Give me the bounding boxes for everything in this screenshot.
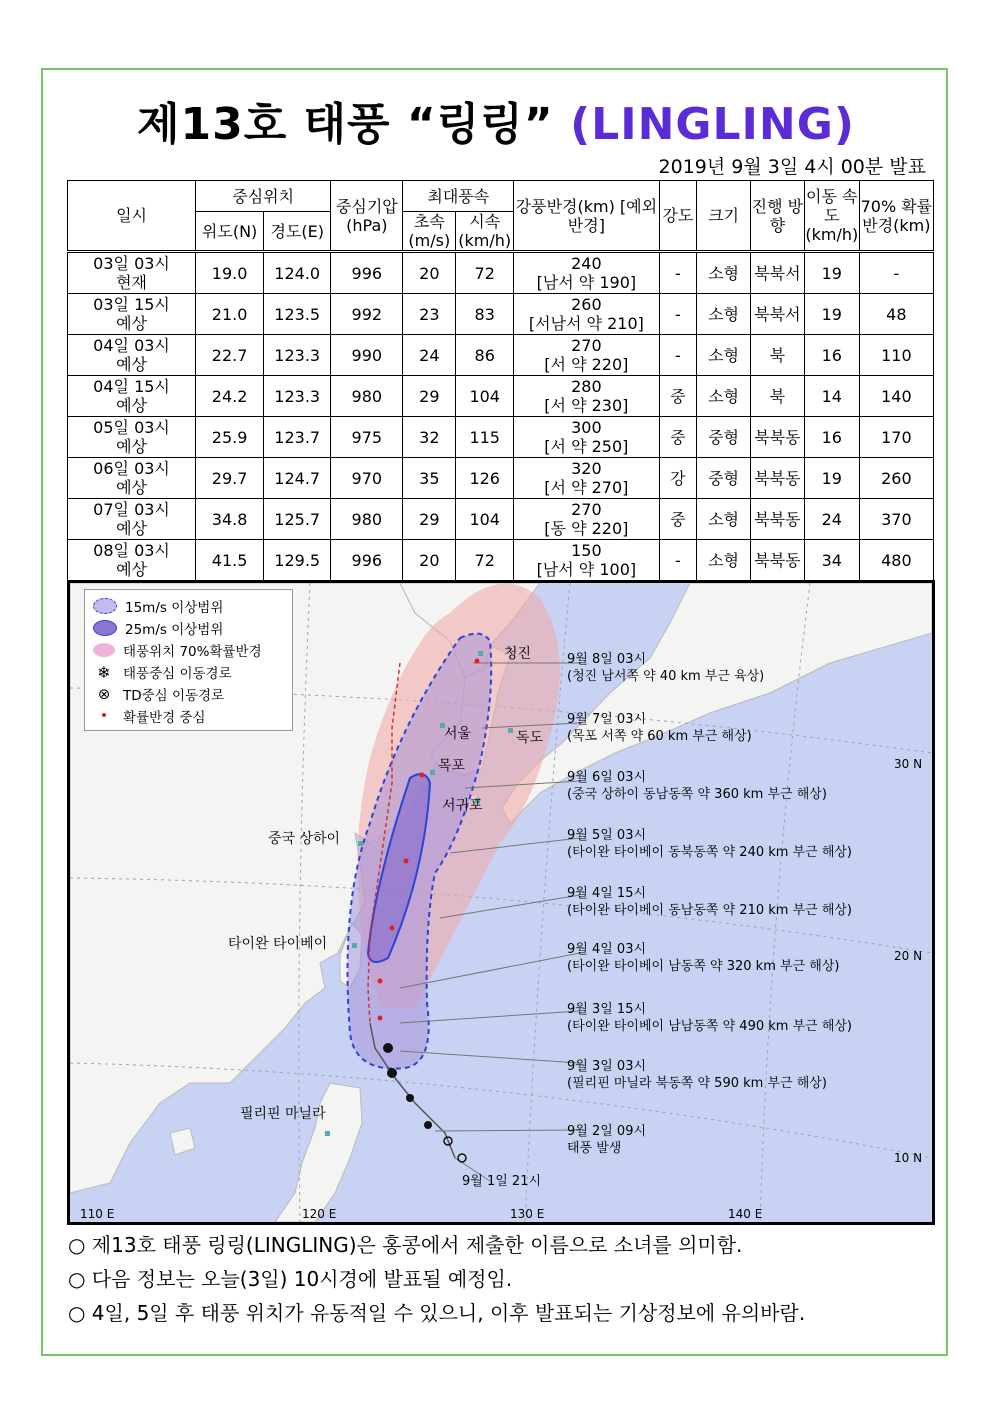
place-label-seogwipo: 서귀포 bbox=[442, 798, 483, 814]
legend-item bbox=[93, 618, 223, 638]
annotation-date: 9월 2일 09시 bbox=[567, 1124, 647, 1139]
track-annotation bbox=[567, 941, 839, 975]
place-label-shanghai: 중국 상하이 bbox=[268, 831, 341, 847]
notes bbox=[68, 1228, 805, 1330]
header-prob-radius: 70% 확률 반경(km) bbox=[859, 181, 933, 252]
table-row bbox=[68, 540, 934, 581]
axis-lat-10: 10 N bbox=[894, 1151, 923, 1165]
cell-ms: 20 bbox=[403, 252, 456, 294]
header-radius: 강풍반경(km) [예외반경] bbox=[514, 181, 659, 252]
cell-radius-exception: [남서 약 190] bbox=[536, 273, 637, 292]
cell-prob: 48 bbox=[859, 294, 933, 335]
cell-dir: 북북서 bbox=[750, 294, 804, 335]
cell-ms: 23 bbox=[403, 294, 456, 335]
cell-kmh: 72 bbox=[456, 540, 514, 581]
cell-prob: 170 bbox=[859, 417, 933, 458]
cell-spd: 19 bbox=[804, 294, 859, 335]
cell-datetime bbox=[68, 499, 196, 540]
cell-time: 07일 03시 bbox=[93, 500, 170, 519]
legend-item bbox=[93, 662, 232, 682]
cell-hpa: 980 bbox=[331, 499, 403, 540]
cell-radius-value: 320 bbox=[571, 459, 602, 478]
annotation-date: 9월 4일 03시 bbox=[567, 942, 647, 957]
cell-datetime bbox=[68, 335, 196, 376]
annotation-desc: (타이완 타이베이 남남동쪽 약 490 km 부근 해상) bbox=[567, 1019, 853, 1034]
table-row bbox=[68, 417, 934, 458]
cell-size: 소형 bbox=[697, 335, 751, 376]
header-center-position: 중심위치 bbox=[196, 181, 331, 212]
annotation-desc: (중국 상하이 동남동쪽 약 360 km 부근 해상) bbox=[567, 787, 827, 802]
track-annotation bbox=[567, 651, 764, 685]
annotation-desc: (목포 서쪽 약 60 km 부근 해상) bbox=[567, 729, 752, 744]
cell-hpa: 970 bbox=[331, 458, 403, 499]
cell-radius-value: 300 bbox=[571, 418, 602, 437]
land-hainan bbox=[170, 1128, 195, 1155]
cell-radius bbox=[514, 252, 659, 294]
cell-radius-exception: [동 약 220] bbox=[544, 519, 629, 538]
axis-lon-140: 140 E bbox=[728, 1207, 763, 1221]
cell-kind: 예상 bbox=[116, 519, 147, 538]
td-symbol-icon: ⊗ bbox=[97, 685, 111, 703]
cell-radius-exception: [서 약 250] bbox=[544, 437, 629, 456]
header-size: 크기 bbox=[697, 181, 751, 252]
legend-label: 태풍위치 70%확률반경 bbox=[123, 644, 262, 660]
cell-spd: 16 bbox=[804, 335, 859, 376]
cell-radius bbox=[514, 458, 659, 499]
annotation-date: 9월 3일 03시 bbox=[567, 1059, 647, 1074]
cell-lat: 34.8 bbox=[196, 499, 264, 540]
cell-hpa: 990 bbox=[331, 335, 403, 376]
cell-dir: 북북동 bbox=[750, 499, 804, 540]
note-3: ○ 4일, 5일 후 태풍 위치가 유동적일 수 있으니, 이후 발표되는 기상정보에 유의바람. bbox=[68, 1301, 806, 1325]
cell-lon: 123.7 bbox=[264, 417, 331, 458]
annotation-desc: (타이완 타이베이 동남동쪽 약 210 km 부근 해상) bbox=[567, 903, 853, 918]
track-annotation bbox=[567, 769, 827, 803]
cell-lon: 124.0 bbox=[264, 252, 331, 294]
header-intensity: 강도 bbox=[659, 181, 697, 252]
cell-prob: - bbox=[859, 252, 933, 294]
forecast-table bbox=[67, 180, 934, 581]
cell-kmh: 86 bbox=[456, 335, 514, 376]
cell-dir: 북북동 bbox=[750, 458, 804, 499]
track-annotation bbox=[567, 885, 852, 919]
cell-size: 중형 bbox=[697, 417, 751, 458]
header-pressure: 중심기압 (hPa) bbox=[331, 181, 403, 252]
cell-size: 소형 bbox=[697, 499, 751, 540]
typhoon-symbol-icon: ❄ bbox=[97, 662, 111, 682]
cell-datetime bbox=[68, 458, 196, 499]
table-row bbox=[68, 294, 934, 335]
table-row bbox=[68, 252, 934, 294]
cell-spd: 14 bbox=[804, 376, 859, 417]
note-2: ○ 다음 정보는 오늘(3일) 10시경에 발표될 예정임. bbox=[68, 1267, 513, 1291]
legend-label: 확률반경 중심 bbox=[123, 710, 206, 726]
cell-time: 06일 03시 bbox=[93, 459, 170, 478]
legend-item bbox=[93, 684, 224, 704]
track-annotation bbox=[567, 711, 752, 745]
cell-radius-exception: [서남서 약 210] bbox=[528, 314, 644, 333]
cell-kind: 예상 bbox=[116, 314, 147, 333]
wind-15-area-icon bbox=[93, 598, 117, 614]
cell-hpa: 980 bbox=[331, 376, 403, 417]
annotation-date: 9월 5일 03시 bbox=[567, 828, 647, 843]
cell-lat: 21.0 bbox=[196, 294, 264, 335]
annotation-date: 9월 1일 21시 bbox=[462, 1174, 542, 1189]
cell-size: 소형 bbox=[697, 294, 751, 335]
cell-int: - bbox=[659, 252, 697, 294]
cell-spd: 19 bbox=[804, 252, 859, 294]
legend-label: 25m/s 이상범위 bbox=[125, 622, 224, 638]
cell-kmh: 126 bbox=[456, 458, 514, 499]
cell-kind: 예상 bbox=[116, 437, 147, 456]
cell-dir: 북북서 bbox=[750, 252, 804, 294]
track-annotation bbox=[462, 1173, 541, 1190]
cell-prob: 110 bbox=[859, 335, 933, 376]
header-max-wind: 최대풍속 bbox=[403, 181, 514, 212]
cell-spd: 19 bbox=[804, 458, 859, 499]
cell-ms: 32 bbox=[403, 417, 456, 458]
cell-hpa: 992 bbox=[331, 294, 403, 335]
cell-datetime bbox=[68, 417, 196, 458]
cell-kmh: 115 bbox=[456, 417, 514, 458]
cell-radius-value: 280 bbox=[571, 377, 602, 396]
cell-time: 04일 03시 bbox=[93, 336, 170, 355]
header-speed: 이동 속도 (km/h) bbox=[804, 181, 859, 252]
table-row bbox=[68, 499, 934, 540]
table-row bbox=[68, 458, 934, 499]
cell-int: - bbox=[659, 294, 697, 335]
page-title bbox=[0, 88, 992, 152]
place-label-seoul: 서울 bbox=[444, 726, 472, 742]
cell-prob: 370 bbox=[859, 499, 933, 540]
cell-time: 08일 03시 bbox=[93, 541, 170, 560]
cell-lat: 25.9 bbox=[196, 417, 264, 458]
cell-kmh: 104 bbox=[456, 376, 514, 417]
legend-item bbox=[93, 596, 223, 616]
cell-radius bbox=[514, 376, 659, 417]
cell-lon: 123.3 bbox=[264, 335, 331, 376]
annotation-date: 9월 7일 03시 bbox=[567, 712, 647, 727]
cell-lat: 24.2 bbox=[196, 376, 264, 417]
place-label-taipei: 타이완 타이베이 bbox=[228, 936, 328, 952]
cell-radius-value: 260 bbox=[571, 295, 602, 314]
cell-time: 05일 03시 bbox=[93, 418, 170, 437]
cell-radius bbox=[514, 294, 659, 335]
annotation-date: 9월 3일 15시 bbox=[567, 1002, 647, 1017]
cell-int: - bbox=[659, 335, 697, 376]
cell-ms: 24 bbox=[403, 335, 456, 376]
cell-kind: 예상 bbox=[116, 478, 147, 497]
title-korean: 제13호 태풍 “링링” bbox=[137, 99, 554, 150]
place-label-dokdo: 독도 bbox=[516, 730, 544, 746]
header-wind-kmh: 시속 (km/h) bbox=[456, 212, 514, 252]
header-wind-ms: 초속 (m/s) bbox=[403, 212, 456, 252]
cell-radius-value: 150 bbox=[571, 541, 602, 560]
cell-radius-value: 270 bbox=[571, 336, 602, 355]
annotation-date: 9월 8일 03시 bbox=[567, 652, 647, 667]
legend-item bbox=[93, 640, 262, 660]
legend-label: TD중심 이동경로 bbox=[123, 688, 225, 704]
track-annotation bbox=[567, 1123, 646, 1157]
cell-int: 중 bbox=[659, 376, 697, 417]
cell-ms: 20 bbox=[403, 540, 456, 581]
annotation-desc: (타이완 타이베이 남동쪽 약 320 km 부근 해상) bbox=[567, 959, 840, 974]
cell-hpa: 996 bbox=[331, 252, 403, 294]
cell-hpa: 996 bbox=[331, 540, 403, 581]
track-annotation bbox=[567, 1058, 827, 1092]
typhoon-track-map bbox=[67, 580, 935, 1225]
issue-time: 2019년 9월 3일 4시 00분 발표 bbox=[658, 156, 926, 178]
cell-datetime bbox=[68, 294, 196, 335]
note-1: ○ 제13호 태풍 링링(LINGLING)은 홍콩에서 제출한 이름으로 소녀를 의미함. bbox=[68, 1233, 743, 1257]
cell-kmh: 83 bbox=[456, 294, 514, 335]
annotation-desc: (타이완 타이베이 동북동쪽 약 240 km 부근 해상) bbox=[567, 845, 853, 860]
place-label-chungjin: 청진 bbox=[504, 646, 532, 662]
cell-radius-exception: [서 약 220] bbox=[544, 355, 629, 374]
cell-radius-value: 240 bbox=[571, 254, 602, 273]
cell-lat: 41.5 bbox=[196, 540, 264, 581]
cell-int: 중 bbox=[659, 417, 697, 458]
cell-prob: 480 bbox=[859, 540, 933, 581]
axis-lon-110: 110 E bbox=[80, 1207, 115, 1221]
header-datetime: 일시 bbox=[68, 181, 196, 252]
track-annotation bbox=[567, 827, 852, 861]
cell-lon: 124.7 bbox=[264, 458, 331, 499]
table-row bbox=[68, 376, 934, 417]
cell-datetime bbox=[68, 376, 196, 417]
annotation-date: 9월 6일 03시 bbox=[567, 770, 647, 785]
legend-item bbox=[93, 706, 206, 726]
cell-lat: 22.7 bbox=[196, 335, 264, 376]
axis-lat-30: 30 N bbox=[894, 757, 923, 771]
cell-radius-exception: [서 약 270] bbox=[544, 478, 629, 497]
annotation-desc: (청진 남서쪽 약 40 km 부근 육상) bbox=[567, 669, 765, 684]
red-dot-icon: • bbox=[99, 708, 109, 724]
cell-kind: 예상 bbox=[116, 355, 147, 374]
cell-lon: 129.5 bbox=[264, 540, 331, 581]
header-lon: 경도(E) bbox=[264, 212, 331, 252]
header-lat: 위도(N) bbox=[196, 212, 264, 252]
cell-dir: 북 bbox=[750, 335, 804, 376]
cell-spd: 34 bbox=[804, 540, 859, 581]
cell-size: 중형 bbox=[697, 458, 751, 499]
cell-int: 중 bbox=[659, 499, 697, 540]
wind-25-area-icon bbox=[93, 620, 117, 636]
cell-lat: 29.7 bbox=[196, 458, 264, 499]
cell-prob: 260 bbox=[859, 458, 933, 499]
cell-dir: 북 bbox=[750, 376, 804, 417]
probability-area-icon bbox=[93, 643, 115, 657]
track-annotation bbox=[567, 1001, 852, 1035]
axis-lon-120: 120 E bbox=[302, 1207, 337, 1221]
cell-spd: 24 bbox=[804, 499, 859, 540]
cell-dir: 북북동 bbox=[750, 540, 804, 581]
cell-radius bbox=[514, 335, 659, 376]
cell-radius-exception: [서 약 230] bbox=[544, 396, 629, 415]
cell-size: 소형 bbox=[697, 252, 751, 294]
cell-kind: 예상 bbox=[116, 560, 147, 579]
table-row bbox=[68, 335, 934, 376]
cell-radius-exception: [남서 약 100] bbox=[536, 560, 637, 579]
cell-time: 04일 15시 bbox=[93, 377, 170, 396]
cell-kind: 현재 bbox=[116, 273, 147, 292]
map-legend bbox=[84, 589, 293, 731]
legend-label: 태풍중심 이동경로 bbox=[123, 666, 232, 682]
cell-lon: 123.3 bbox=[264, 376, 331, 417]
cell-datetime bbox=[68, 252, 196, 294]
cell-radius bbox=[514, 540, 659, 581]
cell-kind: 예상 bbox=[116, 396, 147, 415]
cell-ms: 29 bbox=[403, 499, 456, 540]
cell-lat: 19.0 bbox=[196, 252, 264, 294]
cell-time: 03일 15시 bbox=[93, 295, 170, 314]
annotation-desc: (필리핀 마닐라 북동쪽 약 590 km 부근 해상) bbox=[567, 1076, 827, 1091]
cell-prob: 140 bbox=[859, 376, 933, 417]
cell-spd: 16 bbox=[804, 417, 859, 458]
axis-lat-20: 20 N bbox=[894, 949, 923, 963]
cell-ms: 29 bbox=[403, 376, 456, 417]
header-direction: 진행 방향 bbox=[750, 181, 804, 252]
legend-label: 15m/s 이상범위 bbox=[125, 600, 224, 616]
title-english: (LINGLING) bbox=[570, 99, 855, 150]
place-label-manila: 필리핀 마닐라 bbox=[240, 1106, 326, 1122]
cell-radius bbox=[514, 499, 659, 540]
cell-ms: 35 bbox=[403, 458, 456, 499]
cell-int: 강 bbox=[659, 458, 697, 499]
cell-kmh: 72 bbox=[456, 252, 514, 294]
cell-hpa: 975 bbox=[331, 417, 403, 458]
cell-lon: 125.7 bbox=[264, 499, 331, 540]
place-label-mokpo: 목포 bbox=[438, 758, 466, 774]
annotation-desc: 태풍 발생 bbox=[567, 1141, 622, 1156]
cell-radius-value: 270 bbox=[571, 500, 602, 519]
annotation-date: 9월 4일 15시 bbox=[567, 886, 647, 901]
axis-lon-130: 130 E bbox=[510, 1207, 545, 1221]
cell-time: 03일 03시 bbox=[93, 254, 170, 273]
cell-int: - bbox=[659, 540, 697, 581]
cell-size: 소형 bbox=[697, 540, 751, 581]
cell-kmh: 104 bbox=[456, 499, 514, 540]
cell-lon: 123.5 bbox=[264, 294, 331, 335]
cell-dir: 북북동 bbox=[750, 417, 804, 458]
cell-datetime bbox=[68, 540, 196, 581]
cell-size: 소형 bbox=[697, 376, 751, 417]
cell-radius bbox=[514, 417, 659, 458]
